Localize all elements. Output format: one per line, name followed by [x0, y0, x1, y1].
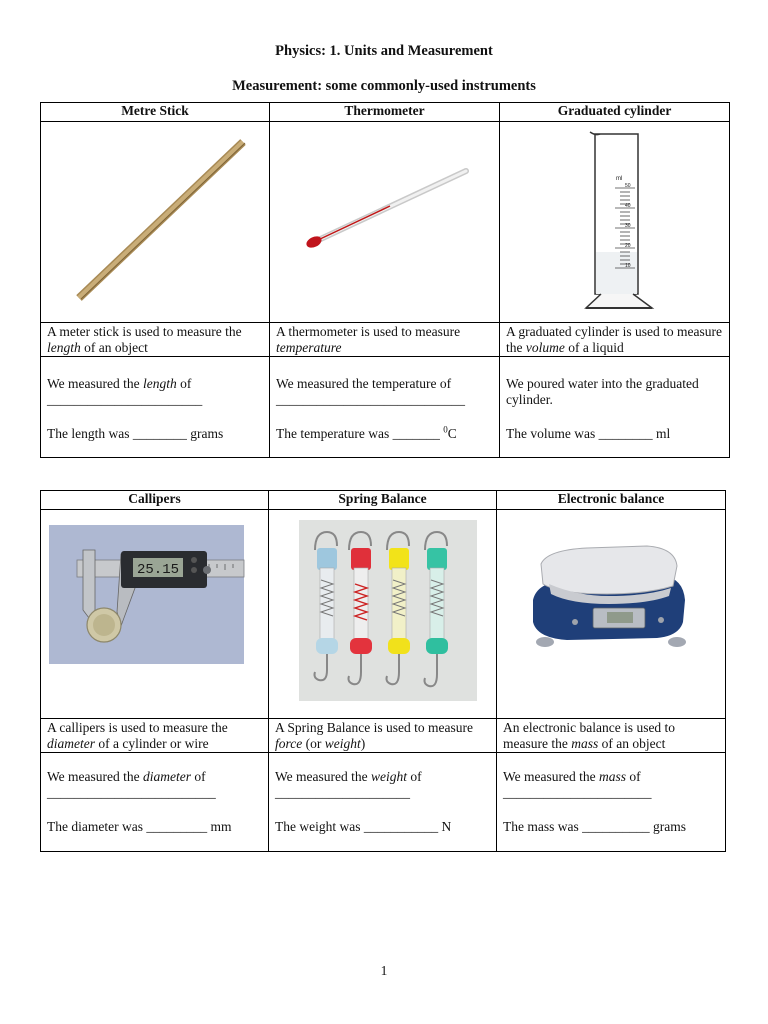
answer-blank[interactable]: ____________________________ — [276, 392, 465, 407]
cylinder-tick-30: 30 — [625, 223, 631, 229]
cylinder-tick-10: 10 — [625, 263, 631, 269]
desc-text: ) — [360, 736, 366, 751]
measured-line: We measured the mass of — [503, 769, 641, 784]
image-row — [41, 510, 726, 719]
desc-emphasis: volume — [525, 340, 565, 355]
metre-stick-description — [41, 323, 270, 357]
thermometer-image-cell — [270, 122, 500, 323]
header-thermometer: Thermometer — [270, 103, 500, 122]
length-result[interactable]: The length was ________ grams — [47, 426, 224, 441]
measured-line: We measured the length of — [47, 376, 192, 391]
cylinder-tick-40: 40 — [625, 203, 631, 209]
desc-text: A meter stick is used to measure the — [47, 324, 242, 339]
description-row — [41, 323, 730, 357]
desc-emphasis: diameter — [47, 736, 95, 751]
desc-text: of a liquid — [564, 340, 624, 355]
desc-text: A thermometer is used to measure — [276, 324, 461, 339]
desc-text: of an object — [80, 340, 148, 355]
desc-emphasis: length — [47, 340, 81, 355]
weight-result[interactable]: The weight was ___________ N — [275, 819, 452, 834]
desc-emphasis: force — [275, 736, 303, 751]
desc-text: of a cylinder or wire — [95, 736, 209, 751]
measurement-row — [41, 753, 726, 852]
metre-stick-image-cell — [41, 122, 270, 323]
diameter-result[interactable]: The diameter was _________ mm — [47, 819, 232, 834]
header-graduated-cylinder: Graduated cylinder — [500, 103, 730, 122]
graduated-cylinder-image-cell — [500, 122, 730, 323]
page-number: 1 — [380, 963, 388, 978]
instruments-table-1 — [40, 102, 730, 458]
spring-balance-image-cell — [269, 510, 497, 719]
desc-emphasis: mass — [571, 736, 599, 751]
desc-emphasis: temperature — [276, 340, 342, 355]
spring-balance-measurement — [269, 753, 497, 852]
desc-text: A Spring Balance is used to measure — [275, 720, 473, 735]
header-metre-stick: Metre Stick — [41, 103, 270, 122]
metre-stick-image — [41, 122, 270, 322]
metre-stick-measurement — [41, 357, 270, 458]
thermometer-measurement — [270, 357, 500, 458]
document-title: Physics: 1. Units and Measurement — [275, 43, 493, 59]
desc-emphasis: weight — [324, 736, 361, 751]
temperature-result[interactable]: The temperature was _______ $^0$C — [276, 424, 457, 441]
thermometer-description — [270, 323, 500, 357]
desc-text: A callipers is used to measure the — [47, 720, 228, 735]
header-spring-balance: Spring Balance — [269, 491, 497, 510]
answer-blank[interactable]: _________________________ — [47, 785, 216, 800]
header-callipers: Callipers — [41, 491, 269, 510]
cylinder-unit-label: ml — [616, 176, 623, 182]
desc-text: (or — [302, 736, 325, 751]
cylinder-tick-20: 20 — [625, 243, 631, 249]
answer-blank[interactable]: ______________________ — [503, 785, 652, 800]
volume-result[interactable]: The volume was ________ ml — [506, 426, 671, 441]
measured-line: We poured water into the graduated cylinder. — [506, 376, 699, 407]
table-header-row — [41, 103, 730, 122]
measured-line: We measured the diameter of — [47, 769, 206, 784]
table-header-row — [41, 491, 726, 510]
instruments-table-2 — [40, 490, 726, 852]
graduated-cylinder-measurement — [500, 357, 730, 458]
answer-blank[interactable]: _______________________ — [47, 392, 203, 407]
callipers-measurement — [41, 753, 269, 852]
measured-line: We measured the temperature of — [276, 376, 452, 391]
desc-text: of an object — [598, 736, 666, 751]
section-title: Measurement: some commonly-used instruments — [232, 78, 536, 94]
caliper-display-reading: 25.15 — [137, 562, 180, 578]
cylinder-tick-50: 50 — [625, 183, 631, 189]
spring-balance-description — [269, 719, 497, 753]
measurement-row — [41, 357, 730, 458]
electronic-balance-image — [497, 510, 726, 718]
answer-blank[interactable]: ____________________ — [275, 785, 410, 800]
electronic-balance-description — [497, 719, 726, 753]
electronic-balance-measurement — [497, 753, 726, 852]
image-row — [41, 122, 730, 323]
graduated-cylinder-image — [500, 122, 730, 322]
graduated-cylinder-description — [500, 323, 730, 357]
mass-result[interactable]: The mass was __________ grams — [503, 819, 686, 834]
header-electronic-balance: Electronic balance — [497, 491, 726, 510]
description-row — [41, 719, 726, 753]
spring-balance-image — [269, 510, 497, 718]
callipers-image-cell — [41, 510, 269, 719]
thermometer-image — [270, 122, 500, 322]
callipers-image — [41, 510, 269, 718]
callipers-description — [41, 719, 269, 753]
desc-text: A graduated cylinder is used to measure the — [506, 324, 722, 355]
electronic-balance-image-cell — [497, 510, 726, 719]
desc-text: An electronic balance is used to measure the — [503, 720, 676, 751]
measured-line: We measured the weight of — [275, 769, 422, 784]
